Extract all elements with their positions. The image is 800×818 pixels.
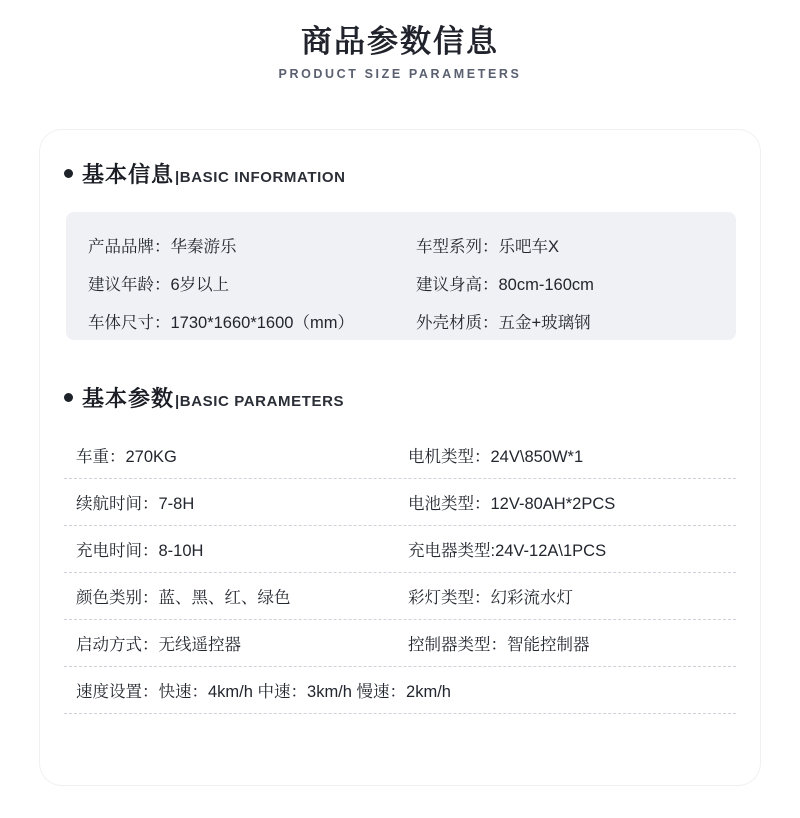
- param-cell-charger-type: 充电器类型:24V-12A\1PCS: [408, 542, 607, 560]
- table-row: [64, 620, 736, 667]
- section-title-cn: 基本信息: [82, 162, 175, 187]
- info-row: [66, 264, 736, 302]
- section-title-en: |BASIC PARAMETERS: [175, 393, 345, 410]
- bullet-dot-icon: [64, 393, 73, 402]
- param-cell-battery-type: 电池类型：12V-80AH*2PCS: [408, 495, 616, 513]
- info-cell-brand: 产品品牌：华秦游乐: [88, 238, 237, 256]
- param-cell-start-mode: 启动方式：无线遥控器: [76, 636, 241, 654]
- param-cell-light-type: 彩灯类型：幻彩流水灯: [408, 589, 573, 607]
- section-heading-basic-params: [40, 382, 344, 413]
- page-header: [0, 0, 800, 82]
- param-cell-charging-time: 充电时间：8-10H: [76, 542, 204, 560]
- info-cell-dimensions: 车体尺寸：1730*1660*1600（mm）: [88, 314, 354, 332]
- bullet-dot-icon: [64, 169, 73, 178]
- info-cell-series: 车型系列：乐吧车X: [416, 238, 560, 256]
- param-cell-color: 颜色类别：蓝、黑、红、绿色: [76, 589, 291, 607]
- table-row: [64, 667, 736, 714]
- param-cell-motor-type: 电机类型：24V\850W*1: [408, 448, 584, 466]
- parameters-card: [40, 130, 760, 785]
- param-cell-controller-type: 控制器类型：智能控制器: [408, 636, 590, 654]
- info-cell-material: 外壳材质：五金+玻璃钢: [416, 314, 591, 332]
- section-heading-basic-info: [40, 158, 346, 189]
- info-cell-height: 建议身高：80cm-160cm: [416, 276, 594, 294]
- parameters-table: [64, 432, 736, 714]
- page-title: 商品参数信息: [301, 24, 499, 59]
- info-cell-age: 建议年龄：6岁以上: [88, 276, 230, 294]
- param-cell-weight: 车重：270KG: [76, 448, 177, 466]
- table-row: [64, 573, 736, 620]
- table-row: [64, 526, 736, 573]
- page-subtitle: PRODUCT SIZE PARAMETERS: [278, 67, 522, 81]
- param-cell-battery-life: 续航时间：7-8H: [76, 495, 195, 513]
- info-row: [66, 226, 736, 264]
- section-title-cn: 基本参数: [82, 386, 175, 411]
- info-row: [66, 302, 736, 340]
- section-title-en: |BASIC INFORMATION: [175, 169, 346, 186]
- table-row: [64, 432, 736, 479]
- basic-info-block: [66, 212, 736, 340]
- table-row: [64, 479, 736, 526]
- param-cell-speed-settings: 速度设置：快速：4km/h 中速：3km/h 慢速：2km/h: [76, 683, 451, 701]
